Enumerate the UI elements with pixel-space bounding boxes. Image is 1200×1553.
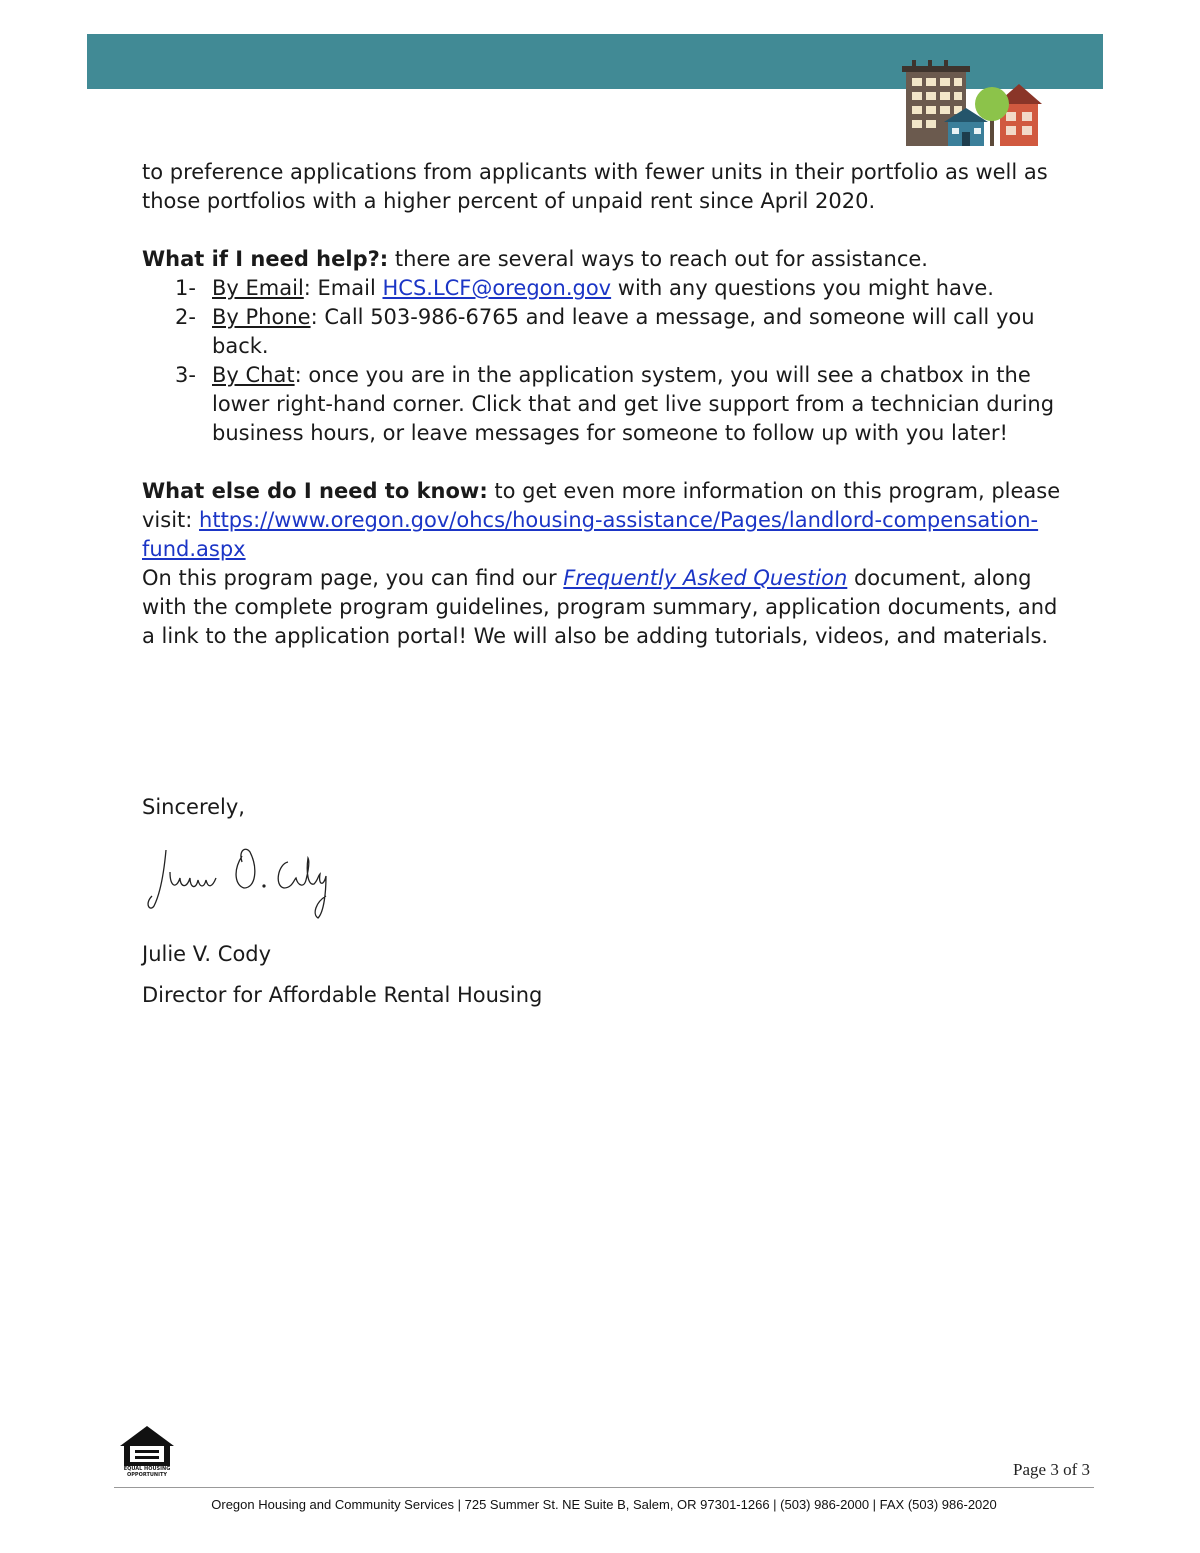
signature-image — [146, 842, 336, 922]
help-heading: What if I need help?: — [142, 247, 389, 271]
houses-icon — [898, 60, 1048, 148]
footer-address: Oregon Housing and Community Services | 725 Summer St. NE Suite B, Salem, OR 97301-1266 | (503) 986-2000 | FAX (503) 986-2020 — [211, 1497, 997, 1512]
letter-body — [142, 158, 1072, 651]
signer-title: Director for Affordable Rental Housing — [142, 983, 543, 1007]
step-number: 3- — [175, 363, 196, 387]
step-text: : Email — [303, 276, 383, 300]
help-text: there are several ways to reach out for assistance. — [388, 247, 928, 271]
equal-housing-logo-text: EQUAL HOUSING OPPORTUNITY — [123, 1466, 171, 1478]
step-label-email: By Email — [212, 276, 304, 300]
intro-paragraph: to preference applications from applicants with fewer units in their portfolio as well as those portfolios with a higher percent of unpaid rent since April 2020. — [142, 160, 1048, 213]
program-page-paragraph — [142, 564, 1072, 651]
footer-divider — [114, 1487, 1094, 1488]
know-heading: What else do I need to know: — [142, 479, 488, 503]
signer-name: Julie V. Cody — [142, 942, 272, 966]
page-number: Page 3 of 3 — [1013, 1460, 1090, 1479]
list-item — [142, 274, 1072, 303]
help-paragraph — [142, 245, 1072, 274]
step-text: with any questions you might have. — [611, 276, 994, 300]
program-page-text: On this program page, you can find our — [142, 566, 564, 590]
know-paragraph — [142, 477, 1072, 564]
help-steps-list — [142, 274, 1072, 448]
step-number: 2- — [175, 305, 196, 329]
program-url-link[interactable]: https://www.oregon.gov/ohcs/housing-assistance/Pages/landlord-compensation-fund.aspx — [142, 508, 1039, 561]
email-link[interactable]: HCS.LCF@oregon.gov — [382, 276, 612, 300]
step-label-chat: By Chat — [212, 363, 295, 387]
list-item — [142, 303, 1072, 361]
program-page-text: document, along with the complete program guidelines, program summary, application documents, and a link to the application portal! We will also be adding tutorials, videos, and materials. — [142, 566, 1058, 648]
step-text: : Call 503-986-6765 and leave a message, and someone will call you back. — [212, 305, 1035, 358]
faq-link[interactable]: Frequently Asked Question — [563, 566, 848, 590]
step-label-phone: By Phone — [212, 305, 311, 329]
salutation: Sincerely, — [142, 795, 245, 819]
step-number: 1- — [175, 276, 196, 300]
list-item — [142, 361, 1072, 448]
step-text: : once you are in the application system, you will see a chatbox in the lower right-hand corner. Click that and get live support from a technician during business hours, or leave messages for someone to follow up with you later! — [212, 363, 1055, 445]
know-text: to get even more information on this program, please visit: — [142, 479, 1061, 532]
